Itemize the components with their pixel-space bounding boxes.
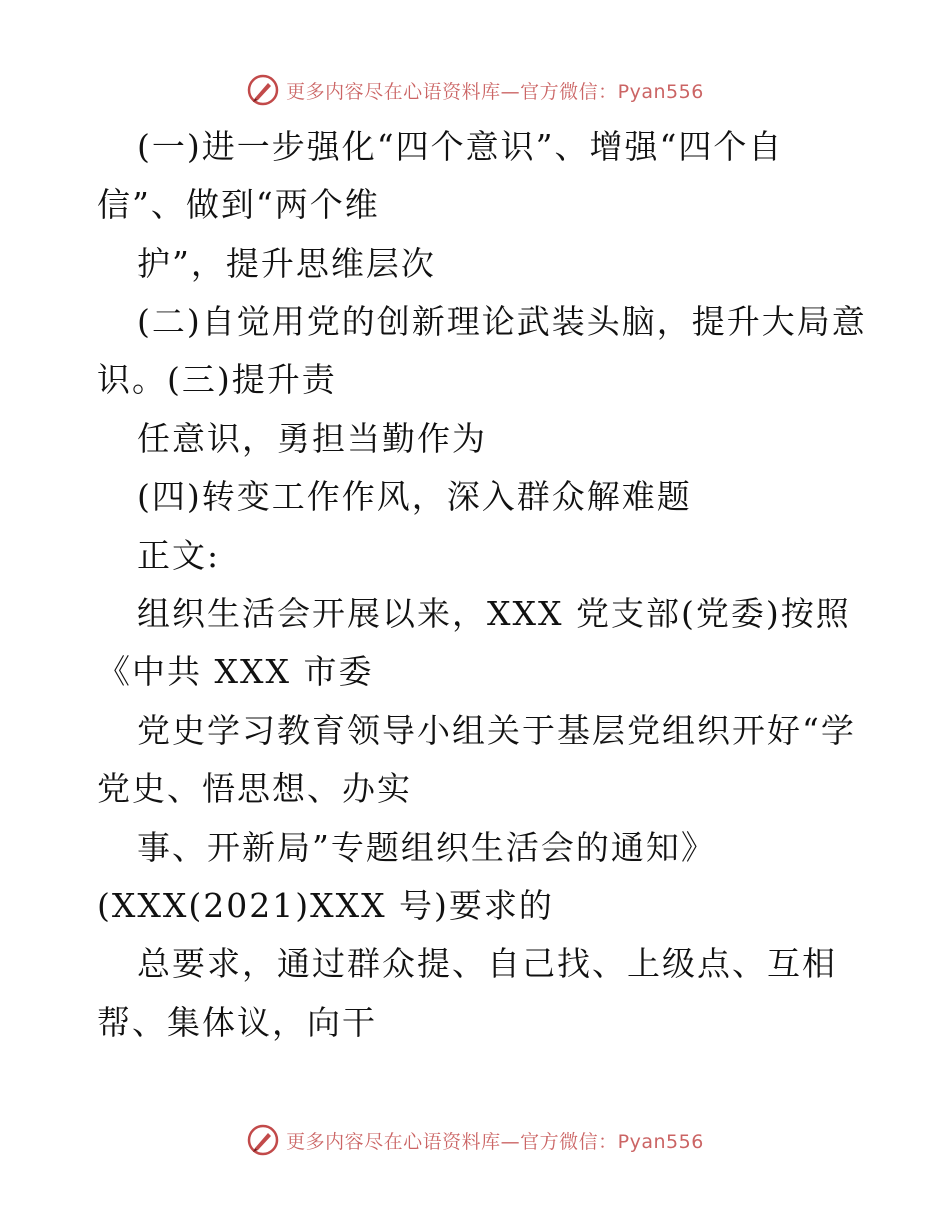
text-line: 任意识，勇担当勤作为 [137, 419, 487, 458]
text-line: (一)进一步强化“四个意识”、增强“四个自 [137, 127, 784, 166]
pen-logo-icon [246, 73, 280, 107]
text-line: 总要求，通过群众提、自己找、上级点、互相 [137, 944, 837, 983]
footer-watermark [0, 1120, 950, 1160]
text-line: (四)转变工作作风，深入群众解难题 [137, 477, 692, 516]
text-line: 护”，提升思维层次 [137, 244, 436, 283]
text-line: 组织生活会开展以来，XXX 党支部(党委)按照 [137, 594, 851, 633]
text-line: 正文: [137, 536, 221, 575]
pen-logo-icon [246, 1123, 280, 1157]
header-watermark [0, 70, 950, 110]
text-line: 党史、悟思想、办实 [97, 769, 412, 808]
text-line: 帮、集体议，向干 [97, 1003, 377, 1042]
watermark-text: 更多内容尽在心语资料库—官方微信：Pyan556 [286, 1130, 704, 1153]
watermark-text: 更多内容尽在心语资料库—官方微信：Pyan556 [286, 80, 704, 103]
text-line: (XXX(2021)XXX 号)要求的 [97, 886, 554, 925]
text-line: (二)自觉用党的创新理论武装头脑，提升大局意 [137, 302, 867, 341]
text-line: 《中共 XXX 市委 [97, 652, 374, 691]
text-line: 识。(三)提升责 [97, 360, 337, 399]
text-line: 事、开新局”专题组织生活会的通知》 [137, 828, 716, 867]
text-line: 党史学习教育领导小组关于基层党组织开好“学 [137, 711, 856, 750]
text-line: 信”、做到“两个维 [97, 185, 380, 224]
